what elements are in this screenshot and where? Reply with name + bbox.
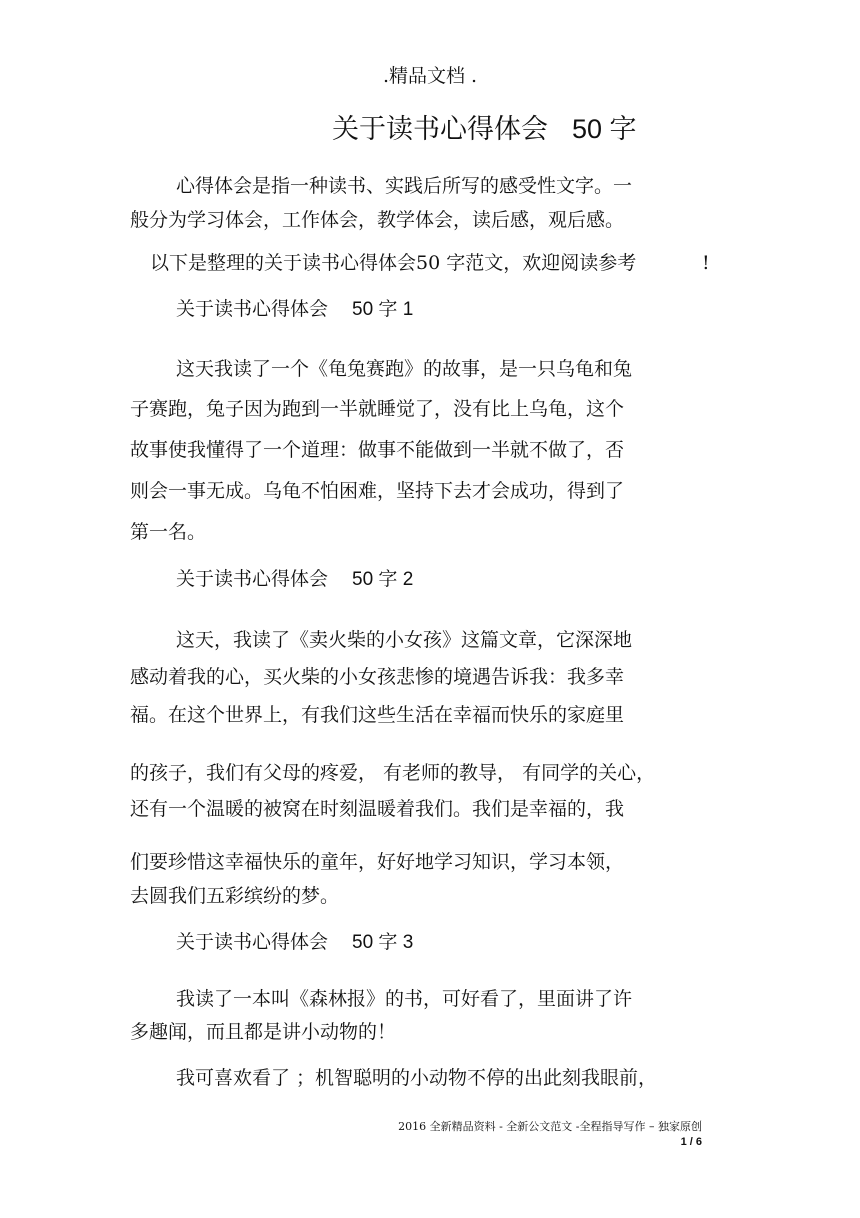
intro-line-1: 心得体会是指一种读书、实践后所写的感受性文字。一 bbox=[176, 175, 633, 197]
document-title bbox=[332, 112, 637, 147]
paragraph-line: 故事使我懂得了一个道理：做事不能做到一半就不做了，否 bbox=[130, 439, 625, 461]
intro-line-2: 般分为学习体会，工作体会，教学体会，读后感，观后感。 bbox=[130, 209, 625, 231]
section-heading-text: 关于读书心得体会 bbox=[176, 931, 329, 953]
section-heading-number: 50 字 2 bbox=[352, 569, 414, 590]
section-heading-text: 关于读书心得体会 bbox=[176, 568, 329, 590]
paragraph-line: 感动着我的心，买火柴的小女孩悲惨的境遇告诉我：我多幸 bbox=[130, 666, 625, 688]
paragraph-line: 的孩子，我们有父母的疼爱， 有老师的教导， 有同学的关心， bbox=[130, 762, 656, 784]
section-heading-number: 50 字 3 bbox=[352, 932, 414, 953]
paragraph-line: 则会一事无成。乌龟不怕困难，坚持下去才会成功，得到了 bbox=[130, 480, 625, 502]
paragraph-line: 多趣闻，而且都是讲小动物的！ bbox=[130, 1021, 397, 1043]
intro-line-3: 以下是整理的关于读书心得体会50 字范文，欢迎阅读参考 bbox=[150, 252, 637, 274]
page-footer: 2016 全新精品资料 - 全新公文范文 -全程指导写作 – 独家原创 bbox=[398, 1120, 702, 1133]
paragraph-line: 这天，我读了《卖火柴的小女孩》这篇文章，它深深地 bbox=[176, 629, 633, 651]
paragraph-line: 子赛跑，兔子因为跑到一半就睡觉了，没有比上乌龟，这个 bbox=[130, 398, 625, 420]
section-heading-text: 关于读书心得体会 bbox=[176, 298, 329, 320]
paragraph-line: 第一名。 bbox=[130, 521, 207, 543]
paragraph-line: 我读了一本叫《森林报》的书，可好看了，里面讲了许 bbox=[176, 988, 633, 1010]
section-heading-number: 50 字 1 bbox=[352, 299, 414, 320]
title-text: 关于读书心得体会 bbox=[332, 114, 548, 145]
paragraph-line: 这天我读了一个《龟兔赛跑》的故事，是一只乌龟和兔 bbox=[176, 358, 633, 380]
paragraph-line: 福。在这个世界上，有我们这些生活在幸福而快乐的家庭里 bbox=[130, 704, 625, 726]
section-heading-2 bbox=[176, 567, 413, 592]
page-header: .精品文档 . bbox=[382, 65, 478, 87]
section-heading-1 bbox=[176, 297, 413, 322]
section-heading-3 bbox=[176, 930, 413, 955]
paragraph-line: 还有一个温暖的被窝在时刻温暖着我们。我们是幸福的，我 bbox=[130, 798, 625, 820]
paragraph-line: 我可喜欢看了 ；机智聪明的小动物不停的出此刻我眼前， bbox=[176, 1067, 658, 1089]
paragraph-line: 去圆我们五彩缤纷的梦。 bbox=[130, 885, 340, 907]
intro-exclamation: ! bbox=[702, 252, 710, 274]
paragraph-line: 们要珍惜这幸福快乐的童年，好好地学习知识，学习本领， bbox=[130, 851, 625, 873]
title-number: 50 字 bbox=[572, 114, 637, 144]
page-number: 1 / 6 bbox=[680, 1136, 702, 1148]
